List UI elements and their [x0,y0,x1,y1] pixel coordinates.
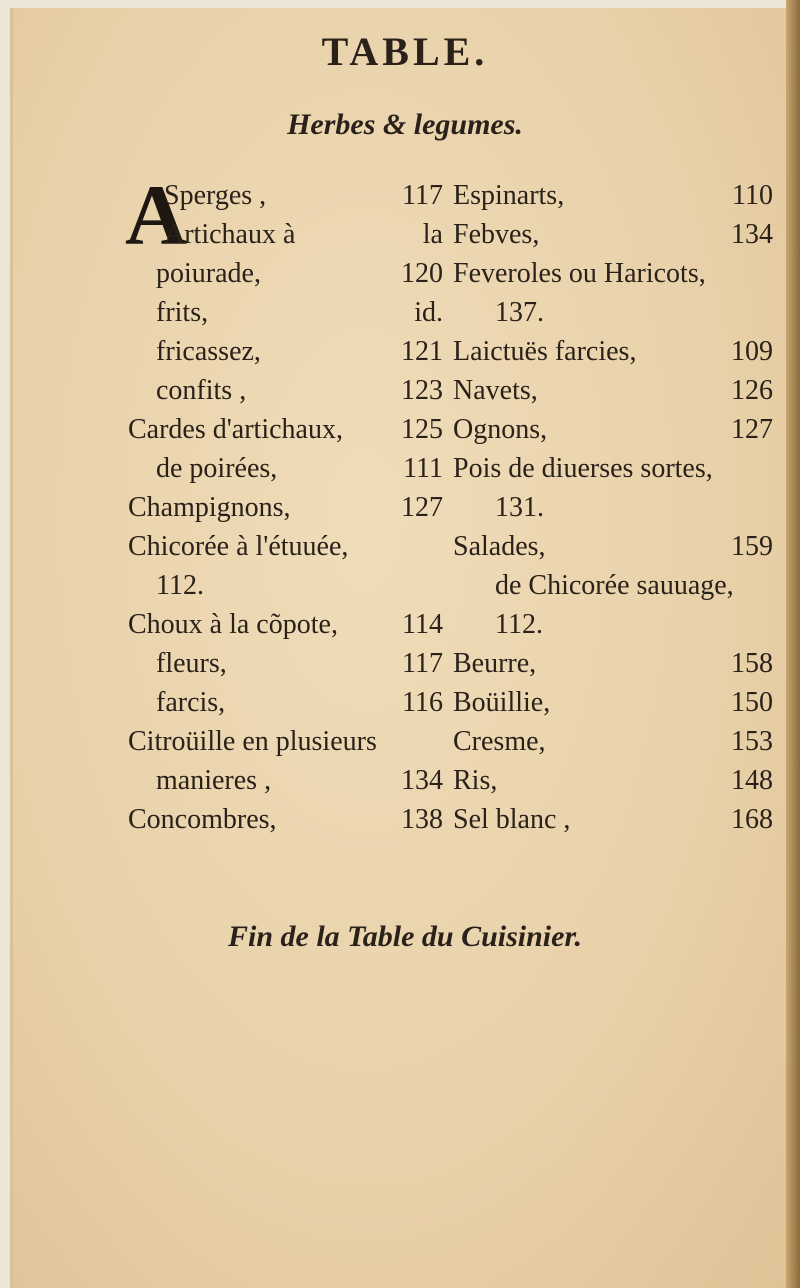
index-entry: Artichaux à la [164,219,443,250]
index-entry: Citroüille en plusieurs [128,726,377,757]
index-entry: frits, id. [156,297,443,328]
index-entry: Ris, 148 [453,765,773,796]
index-entry: 137. [495,297,544,328]
index-entry: Laictuës farcies, 109 [453,336,773,367]
section-title: Herbes & legumes. [287,108,523,141]
index-entry: confits , 123 [156,375,443,406]
index-entry: Cardes d'artichaux, 125 [128,414,443,445]
index-entry: Choux à la cõpote, 114 [128,609,443,640]
index-entry: fleurs, 117 [156,648,443,679]
drop-cap: A [125,167,188,263]
index-entry: Cresme, 153 [453,726,773,757]
index-entry: 112. [156,570,204,601]
index-entry: de poirées, 111 [156,453,443,484]
index-entry: farcis, 116 [156,687,443,718]
index-entry: Beurre, 158 [453,648,773,679]
index-entry: Febves, 134 [453,219,773,250]
index-entry: fricassez, 121 [156,336,443,367]
page-header: TABLE. [321,29,489,74]
index-entry: Espinarts, 110 [453,180,773,211]
index-entry: Ognons, 127 [453,414,773,445]
index-entry: 112. [495,609,543,640]
index-entry: Navets, 126 [453,375,773,406]
index-entry: Sperges , 117 [164,180,443,211]
index-entry: Pois de diuerses sortes, [453,453,713,484]
index-entry: manieres , 134 [156,765,443,796]
index-entry: Salades, 159 [453,531,773,562]
right-index-column [453,176,773,839]
index-entry: Concombres, 138 [128,804,443,835]
left-index-column [118,167,443,839]
index-entry: Chicorée à l'étuuée, [128,531,349,562]
closing-line: Fin de la Table du Cuisinier. [228,920,582,953]
index-entry: Sel blanc , 168 [453,804,773,835]
index-entry: Feveroles ou Haricots, [453,258,706,289]
page-edge [786,0,800,1288]
index-entry: de Chicorée sauuage, [495,570,734,601]
index-entry: 131. [495,492,544,523]
book-page [10,8,797,1288]
index-entry: Boüillie, 150 [453,687,773,718]
index-entry: Champignons, 127 [128,492,443,523]
index-entry: poiurade, 120 [156,258,443,289]
